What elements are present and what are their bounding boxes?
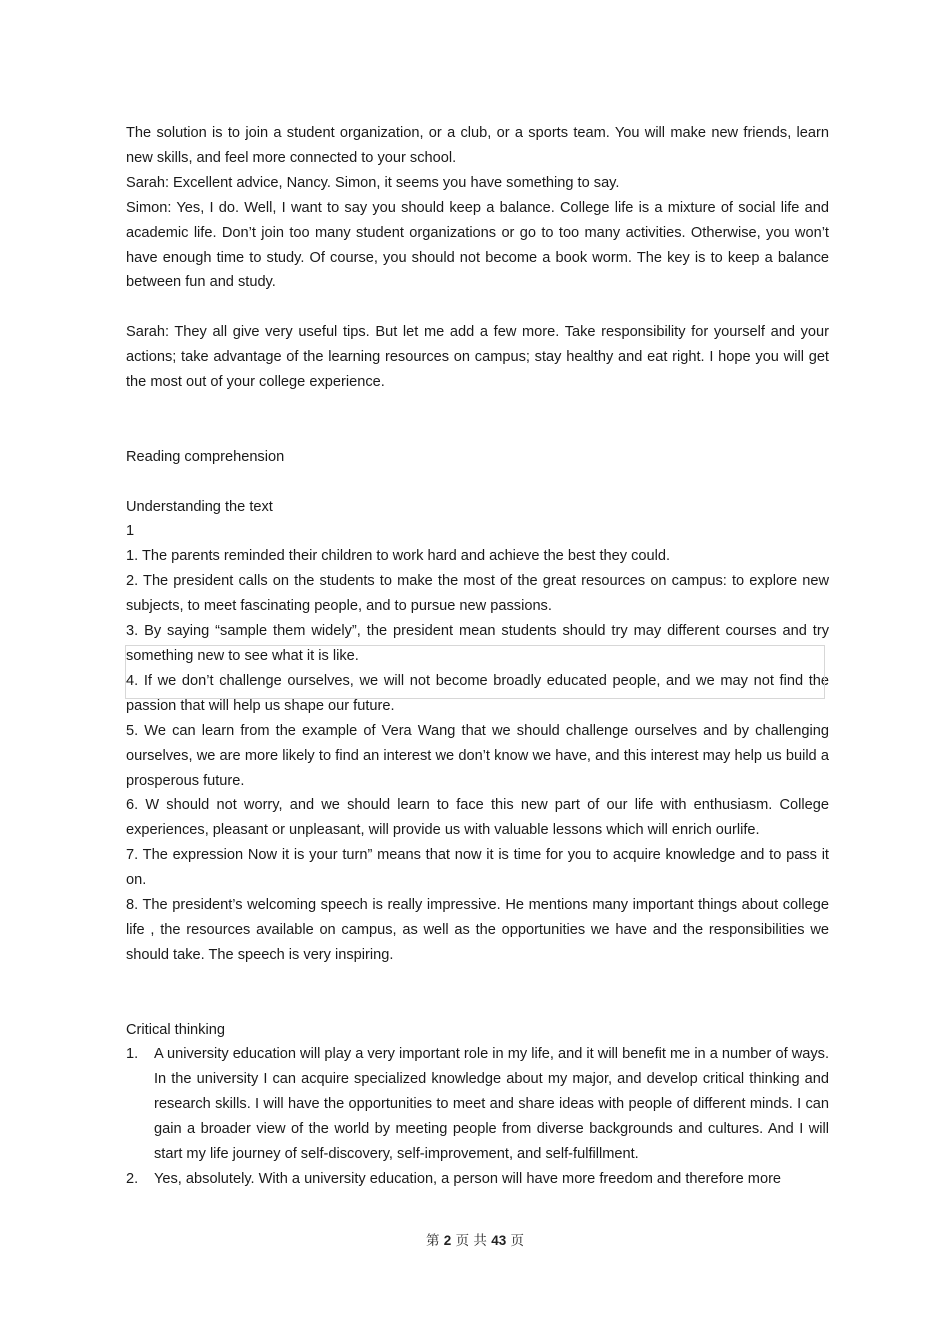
section-heading-critical: Critical thinking (126, 1021, 225, 1038)
section-heading-reading: Reading comprehension (126, 448, 285, 465)
answer-item: 1. The parents reminded their children to work hard and achieve the best they could. (126, 548, 671, 565)
dialogue-paragraph: Sarah: Excellent advice, Nancy. Simon, it seems you have something to say. (126, 174, 620, 191)
answer-item: 4. If we don’t challenge ourselves, we will not become broadly educated people, and we may not find the passion that will help us shape our future. (126, 672, 829, 714)
answer-item: 2. The president calls on the students to make the most of the great resources on campus: to explore new subjects, to meet fascinating people, and to pursue new passions. (126, 573, 829, 615)
answer-item: 6. W should not worry, and we should learn to face this new part of our life with enthusiasm. College experiences, pleasant or unpleasant, will provide us with valuable lessons which will enrich ourlife. (126, 797, 829, 839)
critical-item-text: Yes, absolutely. With a university education, a person will have more freedom and therefore more (154, 1171, 782, 1187)
footer-total-pages: 43 (491, 1233, 507, 1248)
footer-suffix: 页 (510, 1233, 525, 1249)
answer-item: 8. The president’s welcoming speech is really impressive. He mentions many important things about college life , the resources available on campus, as well as the opportunities we have and the responsibilities we should take. The speech is very inspiring. (126, 897, 829, 963)
answer-item: 5. We can learn from the example of Vera Wang that we should challenge ourselves and by challenging ourselves, we are more likely to find an interest we don’t know we have, and this interest may help us build a prosperous future. (126, 722, 829, 789)
page-content (126, 121, 829, 1192)
footer-middle: 页 共 (455, 1233, 487, 1249)
dialogue-paragraph: Sarah: They all give very useful tips. But let me add a few more. Take responsibility for yourself and your actions; take advantage of the learning resources on campus; stay healthy and eat right. I hope you will get the most out of your college experience. (126, 324, 829, 391)
footer-page-number: 2 (443, 1233, 452, 1248)
critical-item (126, 1042, 829, 1167)
critical-item-number: 2. (126, 1171, 139, 1187)
dialogue-paragraph: The solution is to join a student organization, or a club, or a sports team. You will make new friends, learn new skills, and feel more connected to your school. (126, 125, 829, 166)
critical-item (126, 1167, 829, 1192)
subsection-heading: Understanding the text (126, 498, 273, 515)
critical-item-text: A university education will play a very important role in my life, and it will benefit me in a number of ways. In the university I can acquire specialized knowledge about my major, and develop critical thinking and research skills. I will have the opportunities to meet and share ideas with people of different minds. I can gain a broader view of the world by meeting people from diverse backgrounds and cultures. And I will start my life journey of self-discovery, self-improvement, and self-fulfillment. (154, 1046, 829, 1163)
page-footer (0, 1229, 950, 1249)
answer-item: 7. The expression Now it is your turn” means that now it is time for you to acquire knowledge and to pass it on. (126, 847, 829, 889)
answer-item: 3. By saying “sample them widely”, the president mean students should try may different courses and try something new to see what it is like. (126, 623, 829, 664)
critical-item-number: 1. (126, 1046, 139, 1063)
dialogue-paragraph: Simon: Yes, I do. Well, I want to say you should keep a balance. College life is a mixture of social life and academic life. Don’t join too many student organizations or go to too many activities. Otherwise, you won’t have enough time to study. Of course, you should not become a book worm. The key is to keep a balance between fun and study. (126, 199, 829, 291)
exercise-number: 1 (126, 523, 135, 540)
footer-prefix: 第 (425, 1233, 440, 1249)
